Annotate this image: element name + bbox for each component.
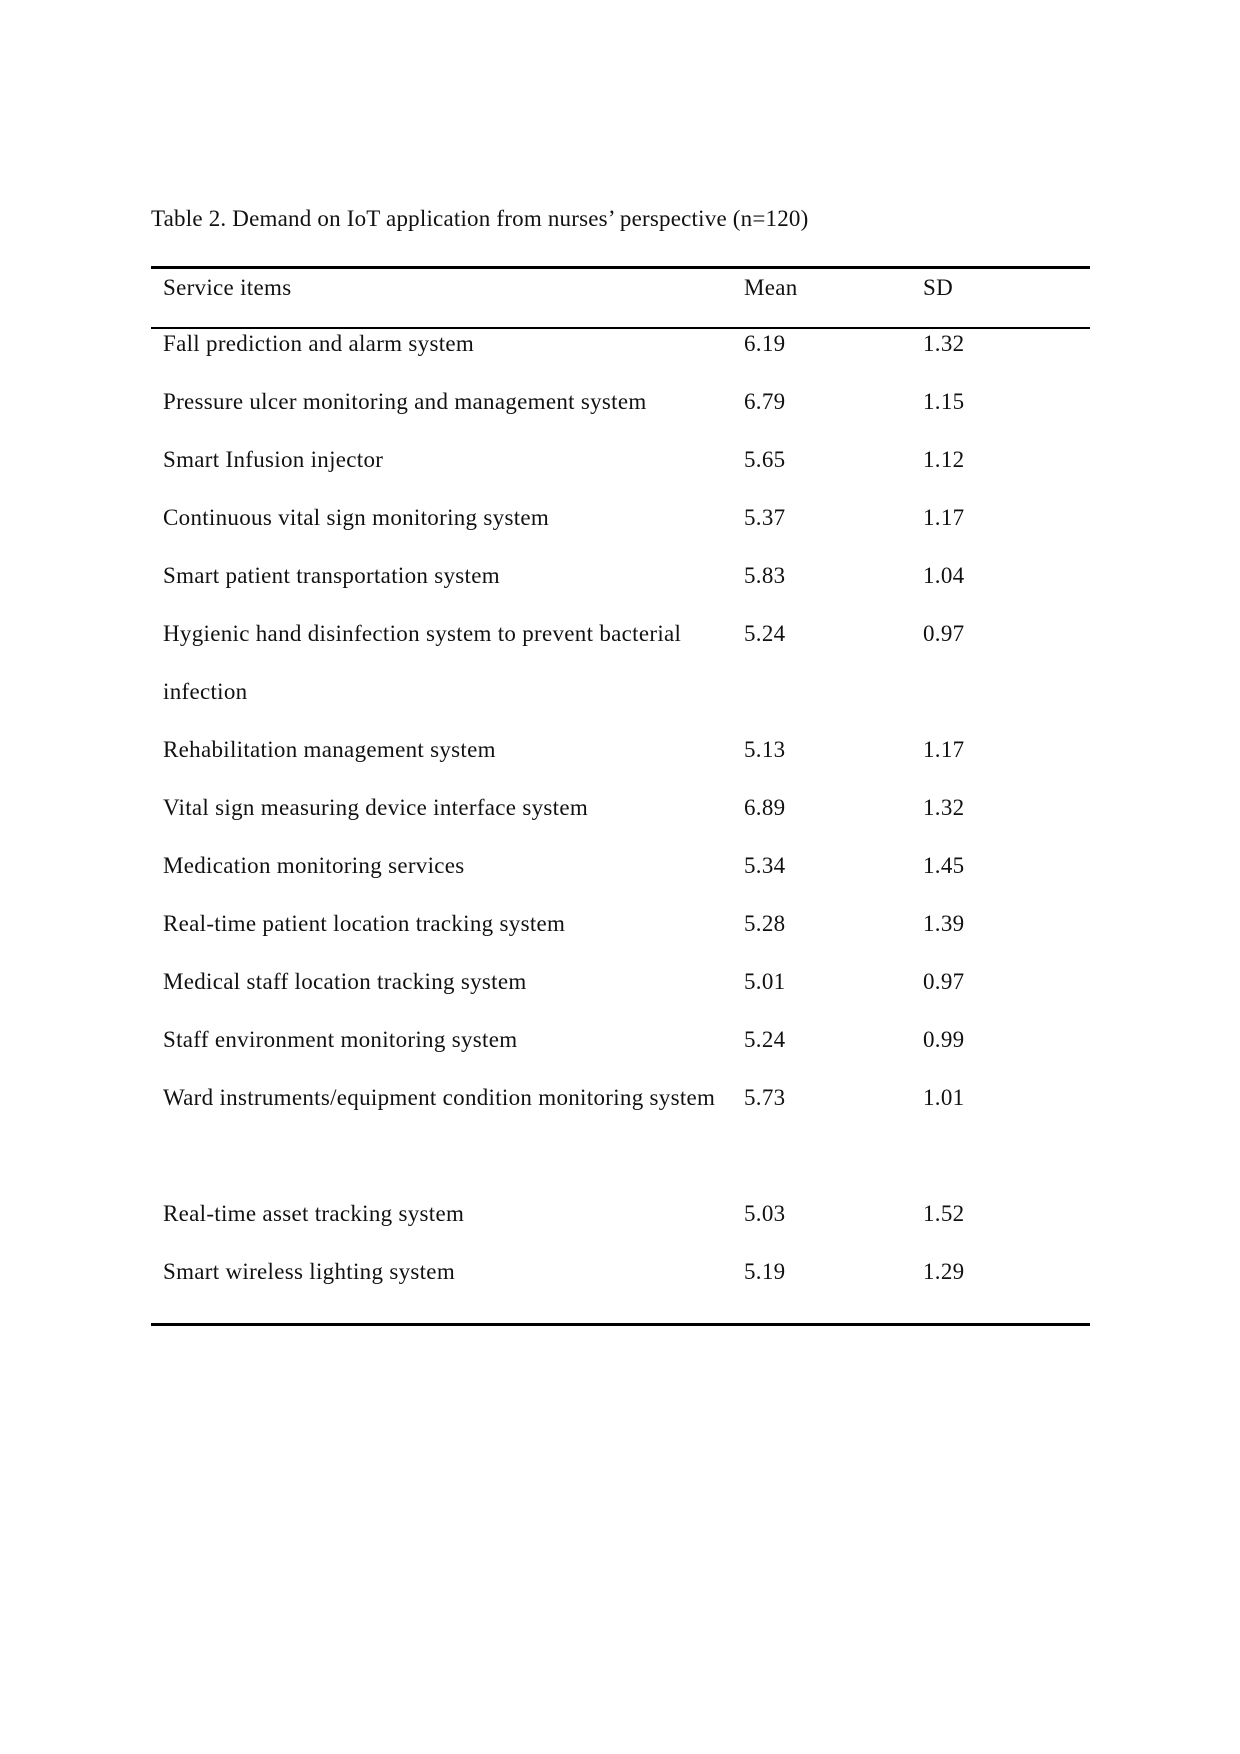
service-item: Rehabilitation management system	[163, 737, 496, 762]
service-item: Smart Infusion injector	[163, 447, 384, 472]
sd-value: 1.04	[923, 563, 965, 588]
sd-value: 1.01	[923, 1085, 965, 1110]
sd-value: 1.17	[923, 737, 965, 762]
mean-value: 5.24	[744, 1027, 786, 1052]
mean-value: 5.65	[744, 447, 786, 472]
mean-value: 5.19	[744, 1259, 786, 1284]
mean-value: 5.24	[744, 621, 786, 646]
sd-value: 1.15	[923, 389, 965, 414]
sd-value: 1.29	[923, 1259, 965, 1284]
service-item: Medical staff location tracking system	[163, 969, 527, 994]
service-item: Medication monitoring services	[163, 853, 465, 878]
table-bottom-rule	[151, 1323, 1090, 1326]
service-item: Smart wireless lighting system	[163, 1259, 456, 1284]
table-row	[151, 1257, 1090, 1315]
mean-value: 5.03	[744, 1201, 786, 1226]
service-item: Ward instruments/equipment condition monitoring system	[163, 1085, 716, 1110]
table-caption: Table 2. Demand on IoT application from nurses’ perspective (n=120)	[151, 206, 809, 231]
table-row	[151, 1083, 1090, 1199]
service-item: Real-time patient location tracking system	[163, 911, 566, 936]
sd-value: 1.32	[923, 331, 965, 356]
mean-value: 5.83	[744, 563, 786, 588]
sd-value: 1.45	[923, 853, 965, 878]
service-item: Vital sign measuring device interface system	[163, 795, 589, 820]
sd-value: 1.12	[923, 447, 965, 472]
mean-value: 5.28	[744, 911, 786, 936]
service-item: Smart patient transportation system	[163, 563, 500, 588]
sd-value: 0.97	[923, 969, 965, 994]
demand-table	[151, 266, 1090, 1326]
sd-value: 1.32	[923, 795, 965, 820]
table-row	[151, 619, 1090, 735]
mean-value: 5.34	[744, 853, 786, 878]
sd-value: 1.17	[923, 505, 965, 530]
header-sd: SD	[923, 275, 954, 300]
mean-value: 6.79	[744, 389, 786, 414]
sd-value: 1.52	[923, 1201, 965, 1226]
mean-value: 6.19	[744, 331, 786, 356]
mean-value: 6.89	[744, 795, 786, 820]
sd-value: 0.99	[923, 1027, 965, 1052]
mean-value: 5.73	[744, 1085, 786, 1110]
service-item: Pressure ulcer monitoring and management system	[163, 389, 647, 414]
service-item: Hygienic hand disinfection system to prevent bacterial infection	[163, 621, 682, 704]
header-service-items: Service items	[163, 275, 292, 300]
service-item: Real-time asset tracking system	[163, 1201, 465, 1226]
mean-value: 5.13	[744, 737, 786, 762]
sd-value: 0.97	[923, 621, 965, 646]
mean-value: 5.01	[744, 969, 786, 994]
header-mean: Mean	[744, 275, 798, 300]
service-item: Fall prediction and alarm system	[163, 331, 475, 356]
service-item: Staff environment monitoring system	[163, 1027, 518, 1052]
service-item: Continuous vital sign monitoring system	[163, 505, 550, 530]
sd-value: 1.39	[923, 911, 965, 936]
mean-value: 5.37	[744, 505, 786, 530]
